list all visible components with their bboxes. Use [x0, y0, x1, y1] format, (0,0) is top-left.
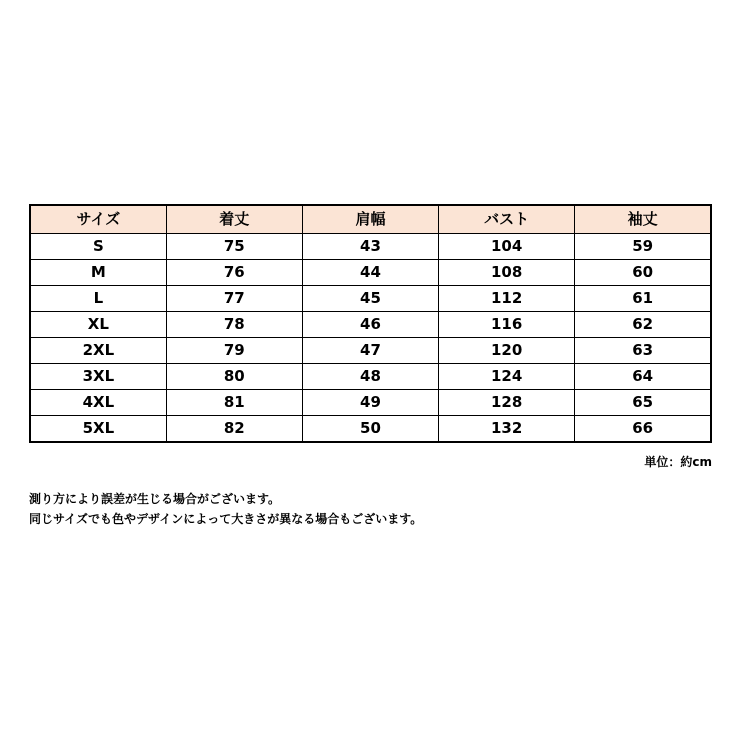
cell-bust: 124 — [439, 364, 575, 390]
table-row — [30, 312, 711, 338]
cell-length: 81 — [166, 390, 302, 416]
table-header-row — [30, 205, 711, 234]
note-measurement-error: 測り方により誤差が生じる場合がございます。 — [29, 492, 281, 506]
size-chart-table — [29, 204, 712, 443]
cell-shoulder: 44 — [302, 260, 438, 286]
header-size: サイズ — [30, 205, 166, 234]
cell-bust: 132 — [439, 416, 575, 443]
cell-sleeve: 62 — [575, 312, 711, 338]
cell-size: 4XL — [30, 390, 166, 416]
table-row — [30, 338, 711, 364]
table-row — [30, 364, 711, 390]
notes — [29, 489, 422, 529]
cell-length: 76 — [166, 260, 302, 286]
cell-sleeve: 63 — [575, 338, 711, 364]
cell-sleeve: 59 — [575, 234, 711, 260]
cell-size: 3XL — [30, 364, 166, 390]
header-sleeve: 袖丈 — [575, 205, 711, 234]
table-row — [30, 260, 711, 286]
cell-sleeve: 60 — [575, 260, 711, 286]
cell-bust: 112 — [439, 286, 575, 312]
cell-length: 80 — [166, 364, 302, 390]
cell-length: 75 — [166, 234, 302, 260]
cell-bust: 120 — [439, 338, 575, 364]
table-row — [30, 286, 711, 312]
cell-shoulder: 45 — [302, 286, 438, 312]
cell-length: 82 — [166, 416, 302, 443]
table-row — [30, 234, 711, 260]
cell-bust: 108 — [439, 260, 575, 286]
cell-size: M — [30, 260, 166, 286]
header-shoulder: 肩幅 — [302, 205, 438, 234]
cell-bust: 116 — [439, 312, 575, 338]
cell-sleeve: 64 — [575, 364, 711, 390]
table-row — [30, 390, 711, 416]
note-size-variation: 同じサイズでも色やデザインによって大きさが異なる場合もございます。 — [29, 512, 423, 526]
cell-sleeve: 65 — [575, 390, 711, 416]
cell-shoulder: 50 — [302, 416, 438, 443]
cell-size: 5XL — [30, 416, 166, 443]
cell-bust: 128 — [439, 390, 575, 416]
cell-shoulder: 43 — [302, 234, 438, 260]
header-length: 着丈 — [166, 205, 302, 234]
table-row — [30, 416, 711, 443]
cell-size: L — [30, 286, 166, 312]
cell-shoulder: 48 — [302, 364, 438, 390]
cell-size: S — [30, 234, 166, 260]
cell-length: 77 — [166, 286, 302, 312]
cell-size: 2XL — [30, 338, 166, 364]
cell-length: 78 — [166, 312, 302, 338]
cell-sleeve: 61 — [575, 286, 711, 312]
cell-length: 79 — [166, 338, 302, 364]
header-bust: バスト — [439, 205, 575, 234]
cell-shoulder: 49 — [302, 390, 438, 416]
unit-label: 単位：約cm — [644, 455, 712, 469]
cell-shoulder: 46 — [302, 312, 438, 338]
cell-shoulder: 47 — [302, 338, 438, 364]
cell-size: XL — [30, 312, 166, 338]
cell-bust: 104 — [439, 234, 575, 260]
cell-sleeve: 66 — [575, 416, 711, 443]
